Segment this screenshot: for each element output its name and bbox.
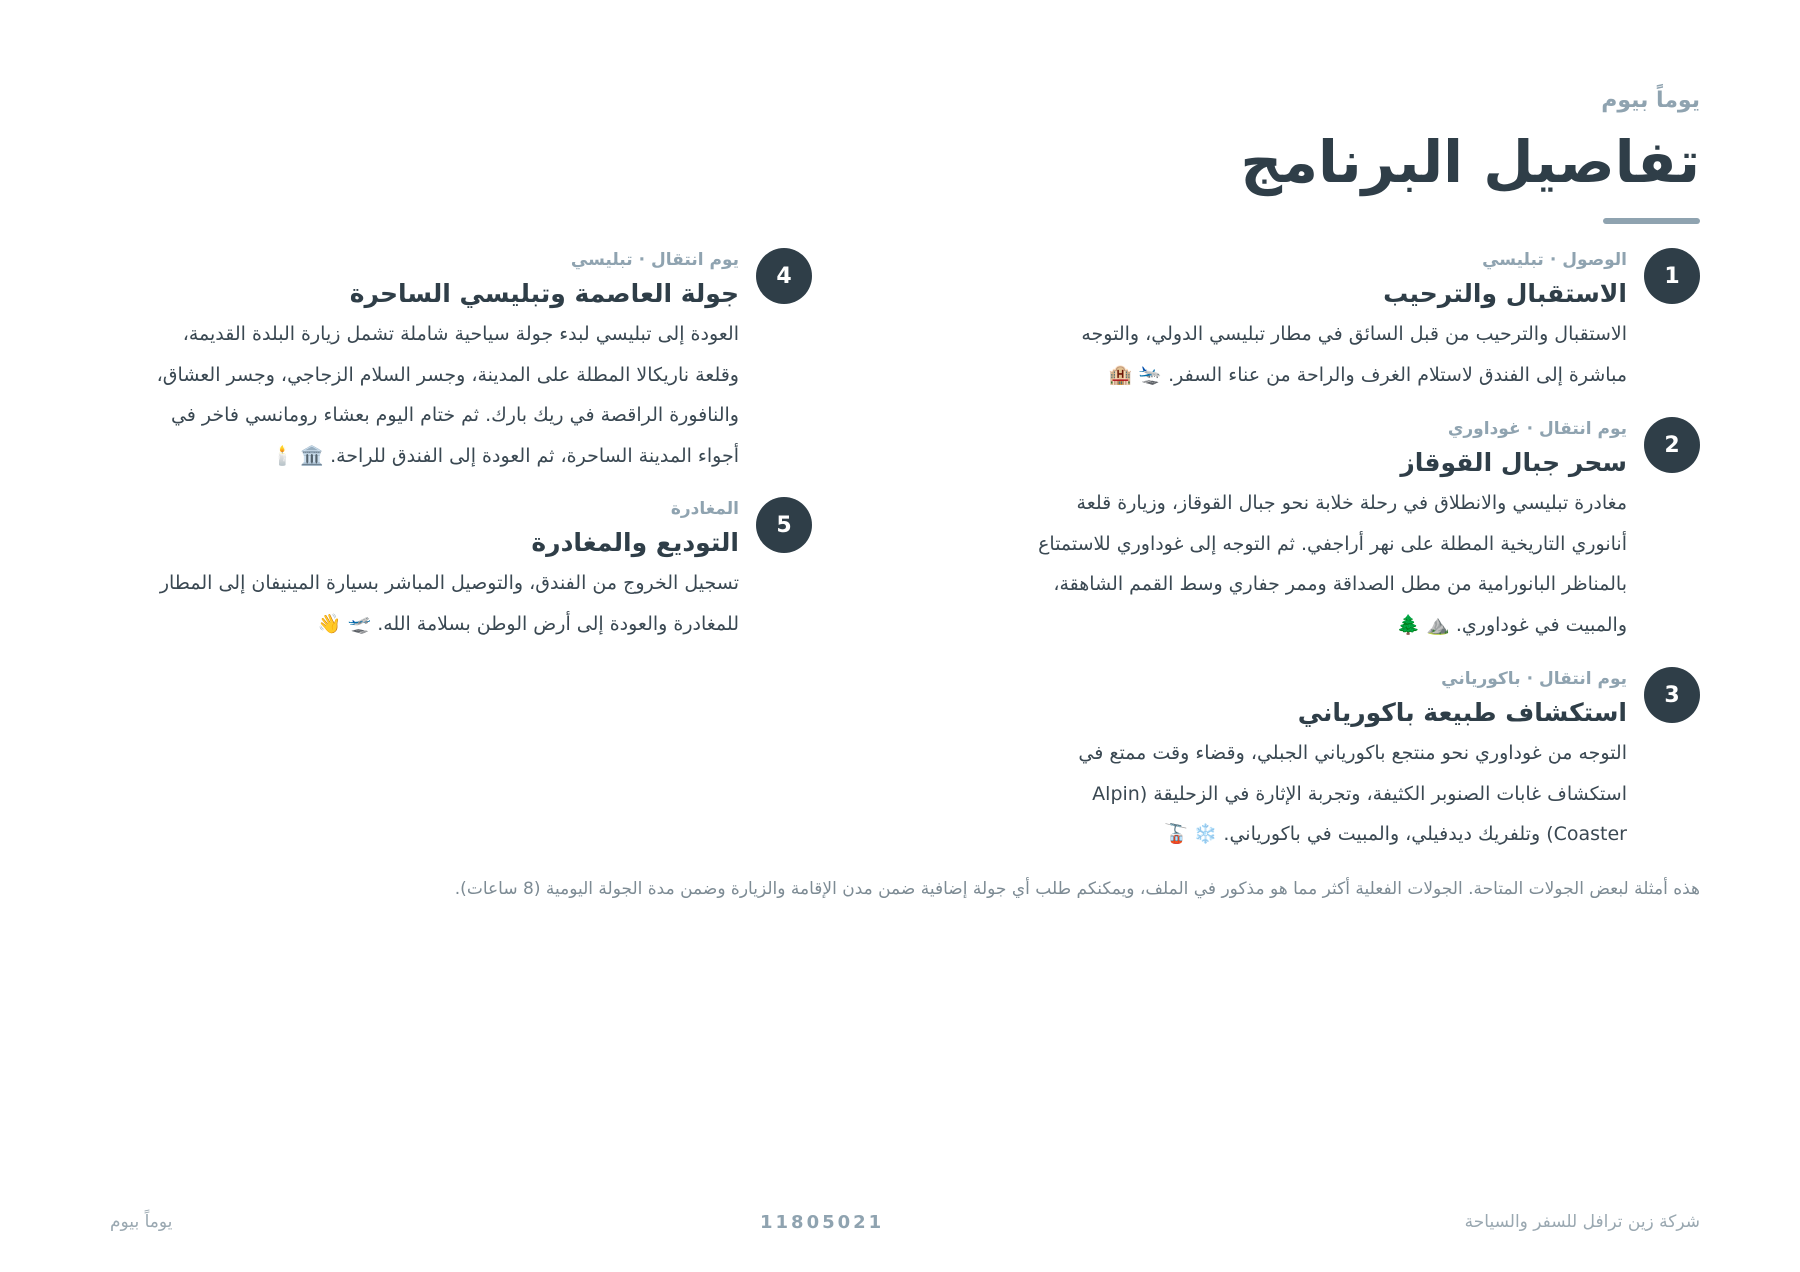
- mountain-emoji-icons: ⛰️ 🌲: [1396, 613, 1450, 636]
- day-item-4: [140, 248, 812, 476]
- day-city: غوداوري: [1447, 419, 1521, 439]
- day-description-text: الاستقبال والترحيب من قبل السائق في مطار تبليسي الدولي، والتوجه مباشرة إلى الفندق لاستلام الغرف والراحة من عناء السفر.: [1081, 323, 1627, 386]
- day-heading: سحر جبال القوقاز: [1400, 448, 1627, 477]
- day-number-badge: 3: [1644, 667, 1700, 723]
- page-title: تفاصيل البرنامج: [1240, 128, 1700, 196]
- day-description: [1028, 483, 1627, 645]
- day-heading: الاستقبال والترحيب: [1383, 279, 1627, 308]
- day-city: تبليسي: [570, 250, 633, 270]
- day-label: يوم انتقال: [651, 250, 739, 270]
- day-label: يوم انتقال: [1539, 669, 1627, 689]
- day-label: المغادرة: [670, 499, 739, 519]
- meta-separator: ·: [1526, 419, 1534, 439]
- day-meta: [140, 248, 739, 272]
- day-number-badge: 4: [756, 248, 812, 304]
- day-label: الوصول: [1562, 250, 1627, 270]
- day-item-3: [1028, 667, 1700, 855]
- day-number-badge: 1: [1644, 248, 1700, 304]
- day-heading: استكشاف طبيعة باكورياني: [1297, 698, 1627, 727]
- day-description: [140, 563, 739, 644]
- day-label: يوم انتقال: [1539, 419, 1627, 439]
- day-description-text: تسجيل الخروج من الفندق، والتوصيل المباشر بسيارة المينيفان إلى المطار للمغادرة والعودة إلى أرض الوطن بسلامة الله.: [159, 572, 739, 635]
- day-meta: [1028, 248, 1627, 272]
- day-description-text: التوجه من غوداوري نحو منتجع باكورياني الجبلي، وقضاء وقت ممتع في استكشاف غابات الصنوبر الكثيفة، وتجربة الإثارة في الزحليقة (Alpin Coaster) وتلفريك ديدفيلي، والمبيت في باكورياني.: [1078, 742, 1627, 845]
- day-description-text: العودة إلى تبليسي لبدء جولة سياحية شاملة تشمل زيارة البلدة القديمة، وقلعة ناريكالا المطلة على المدينة، وجسر السلام الزجاجي، وجسر العشاق، والنافورة الراقصة في ريك بارك. ثم ختام اليوم بعشاء رومانسي فاخر في أجواء المدينة الساحرة، ثم العودة إلى الفندق للراحة.: [156, 323, 739, 467]
- day-meta: [1028, 667, 1627, 691]
- footer-section-name: يوماً بيوم: [110, 1212, 173, 1232]
- day-city: باكورياني: [1441, 669, 1521, 689]
- tours-note: هذه أمثلة لبعض الجولات المتاحة. الجولات الفعلية أكثر مما هو مذكور في الملف، ويمكنكم طلب أي جولة إضافية ضمن مدن الإقامة والزيارة وضمن مدة الجولة اليومية (8 ساعات).: [454, 879, 1700, 899]
- snow-emoji-icons: ❄️ 🚡: [1164, 823, 1218, 845]
- day-meta: [140, 497, 739, 521]
- day-item-1: [1028, 248, 1700, 395]
- day-heading: التوديع والمغادرة: [531, 528, 739, 557]
- day-description: [1028, 314, 1627, 395]
- day-item-5: [140, 497, 812, 644]
- day-city: تبليسي: [1482, 250, 1544, 270]
- title-underline: [1603, 218, 1700, 224]
- meta-separator: ·: [638, 250, 646, 270]
- day-description-text: مغادرة تبليسي والانطلاق في رحلة خلابة نحو جبال القوقاز، وزيارة قلعة أنانوري التاريخية المطلة على نهر أراجفي. ثم التوجه إلى غوداوري للاستمتاع بالمناظر البانورامية من مطل الصداقة وممر جفاري وسط القمم الشاهقة، والمبيت في غوداوري.: [1038, 492, 1627, 636]
- departure-emoji-icons: 🛫 👋: [317, 612, 372, 635]
- landmark-emoji-icons: 🏛️ 🕯️: [270, 444, 325, 467]
- day-number-badge: 2: [1644, 417, 1700, 473]
- day-description: [140, 314, 739, 476]
- day-item-2: [1028, 417, 1700, 645]
- day-heading: جولة العاصمة وتبليسي الساحرة: [349, 279, 739, 308]
- section-eyebrow: يوماً بيوم: [1601, 88, 1700, 113]
- footer-license-code: 11805021: [760, 1212, 885, 1233]
- meta-separator: ·: [1526, 669, 1534, 689]
- meta-separator: ·: [1549, 250, 1557, 270]
- travel-emoji-icons: 🛬 🏨: [1108, 363, 1163, 386]
- day-number-badge: 5: [756, 497, 812, 553]
- day-description: [1028, 733, 1627, 855]
- footer-company-name: شركة زين ترافل للسفر والسياحة: [1464, 1212, 1700, 1232]
- day-meta: [1028, 417, 1627, 441]
